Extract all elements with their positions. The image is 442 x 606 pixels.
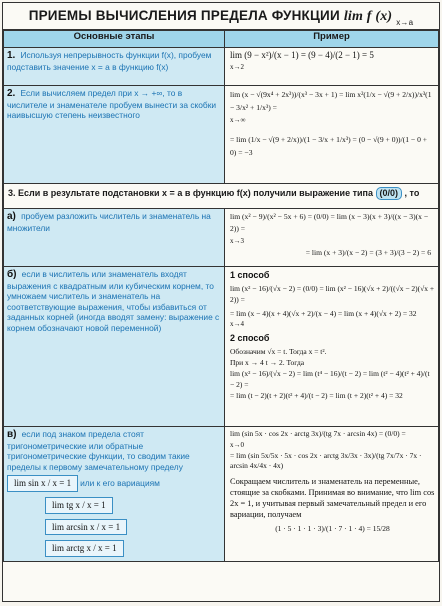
indeterminate-badge: (0/0) — [376, 187, 403, 200]
math-line: При x → 4 t → 2. Тогда — [230, 358, 305, 367]
methods-table — [3, 30, 439, 562]
stage-3-tail: , то — [404, 188, 420, 198]
stage-3-text: 3. Если в результате подстановки x = a в функцию f(x) получили выражение типа — [8, 188, 373, 198]
example-a — [225, 209, 439, 267]
math-line: Обозначим √x = t. Тогда x = t². — [230, 347, 327, 356]
table-row — [4, 86, 439, 184]
explanation-text: Сокращаем числитель и знаменатель на переменные, стоящие за скобками. Принимая во внимание, что lim cos 2x = 1, и учитывая первый замечательный предел и его вариации, получаем — [230, 477, 435, 520]
case-label: а) — [7, 211, 16, 222]
math-line: = lim (x − 4)(x + 4)(√x + 2)/(x − 4) = lim (x + 4)(√x + 2) = 32 — [230, 309, 417, 318]
page-title — [3, 3, 439, 30]
math-line: lim (9 − x²)/(x − 1) = (9 − 4)/(2 − 1) = 5 — [230, 50, 374, 60]
case-b — [4, 267, 225, 427]
example-c — [225, 427, 439, 562]
document-page — [2, 2, 440, 602]
table-row — [4, 48, 439, 86]
example-2 — [225, 86, 439, 184]
variations-list — [7, 494, 221, 559]
table-row — [4, 184, 439, 209]
case-label: б) — [7, 269, 17, 280]
math-line: lim (sin 5x · cos 2x · arctg 3x)/(tg 7x · arcsin 4x) = (0/0) = — [230, 429, 406, 438]
tg-limit-box: lim tg x / x = 1 — [45, 497, 113, 514]
header-stages: Основные этапы — [4, 31, 225, 48]
title-text: ПРИЕМЫ ВЫЧИСЛЕНИЯ ПРЕДЕЛА ФУНКЦИИ — [28, 8, 340, 23]
case-text: если под знаком предела стоят тригонометрические или обратные тригонометрические функции, то сводим такие пределы к первому замечательному пределу — [7, 429, 190, 472]
math-subscript: x→4 — [230, 320, 244, 328]
stage-text: Используя непрерывность функции f(x), пробуем подставить значение x = a в функцию f(x) — [7, 50, 212, 72]
stage-3 — [4, 184, 439, 209]
math-line: lim (x² − 9)/(x² − 5x + 6) = (0/0) = lim (x − 3)(x + 3)/((x − 3)(x − 2)) = — [230, 212, 429, 233]
final-result: (1 · 5 · 1 · 1 · 3)/(1 · 7 · 1 · 4) = 15/28 — [275, 524, 390, 534]
case-c — [4, 427, 225, 562]
math-line: = lim (1/x − √(9 + 2/x))/(1 − 3/x + 1/x³) = (0 − √(9 + 0))/(1 − 0 + 0) = −3 — [230, 135, 428, 157]
table-row — [4, 209, 439, 267]
case-text: пробуем разложить числитель и знаменатель на множители — [7, 211, 211, 233]
arctg-limit-box: lim arctg x / x = 1 — [45, 540, 124, 557]
method-1-heading: 1 способ — [230, 270, 270, 280]
example-b — [225, 267, 439, 427]
math-line: = lim (sin 5x/5x · 5x · cos 2x · arctg 3x/3x · 3x)/(tg 7x/7x · 7x · arcsin 4x/4x · 4x) — [230, 450, 422, 471]
math-subscript: x→2 — [230, 62, 244, 71]
header-example: Пример — [225, 31, 439, 48]
math-line: = lim (t − 2)(t + 2)(t² + 4)/(t − 2) = lim (t + 2)(t² + 4) = 32 — [230, 391, 403, 400]
remarkable-limit-row — [7, 472, 221, 494]
example-1 — [225, 48, 439, 86]
math-subscript: x→∞ — [230, 116, 246, 124]
title-limit-subscript: x→a — [396, 18, 414, 27]
stage-2 — [4, 86, 225, 184]
arcsin-limit-box: lim arcsin x / x = 1 — [45, 519, 127, 536]
stage-text: Если вычисляем предел при x → +∞, то в числителе и знаменателе пробуем вынести за скобки наивысшую степень неизвестного — [7, 88, 217, 121]
table-row — [4, 267, 439, 427]
math-line: lim (x² − 16)/(√x − 2) = (0/0) = lim (x² − 16)(√x + 2)/((√x − 2)(√x + 2)) = — [230, 284, 435, 304]
stage-number: 1. — [7, 50, 16, 61]
title-limit: lim f (x) — [343, 9, 393, 24]
math-line: lim (x² − 16)/(√x − 2) = lim (t⁴ − 16)/(t − 2) = lim (t² − 4)(t² + 4)/(t − 2) = — [230, 369, 430, 389]
case-text: если в числитель или знаменатель входят выражения с квадратным или кубическим корнем, то умножаем числитель и знаменатель на соответствующие выражения, чтобы избавиться от заданных корней (иногда вводят замену: выражение с корнем обозначают новой переменной) — [7, 269, 220, 333]
math-line: = lim (x + 3)/(x − 2) = (3 + 3)/(3 − 2) = 6 — [305, 248, 431, 257]
case-label: в) — [7, 429, 17, 440]
case-a — [4, 209, 225, 267]
stage-number: 2. — [7, 88, 16, 99]
method-2-heading: 2 способ — [230, 333, 270, 343]
table-header-row — [4, 31, 439, 48]
math-subscript: x→0 — [230, 440, 244, 449]
first-remarkable-limit-box: lim sin x / x = 1 — [7, 475, 78, 492]
math-subscript: x→3 — [230, 237, 244, 245]
variations-text: или к его вариациям — [80, 478, 160, 489]
math-line: lim (x − √(9x⁴ + 2x³))/(x³ − 3x + 1) = lim x²(1/x − √(9 + 2/x))/x³(1 − 3/x² + 1/x³) = — [230, 90, 432, 112]
stage-1 — [4, 48, 225, 86]
table-row — [4, 427, 439, 562]
